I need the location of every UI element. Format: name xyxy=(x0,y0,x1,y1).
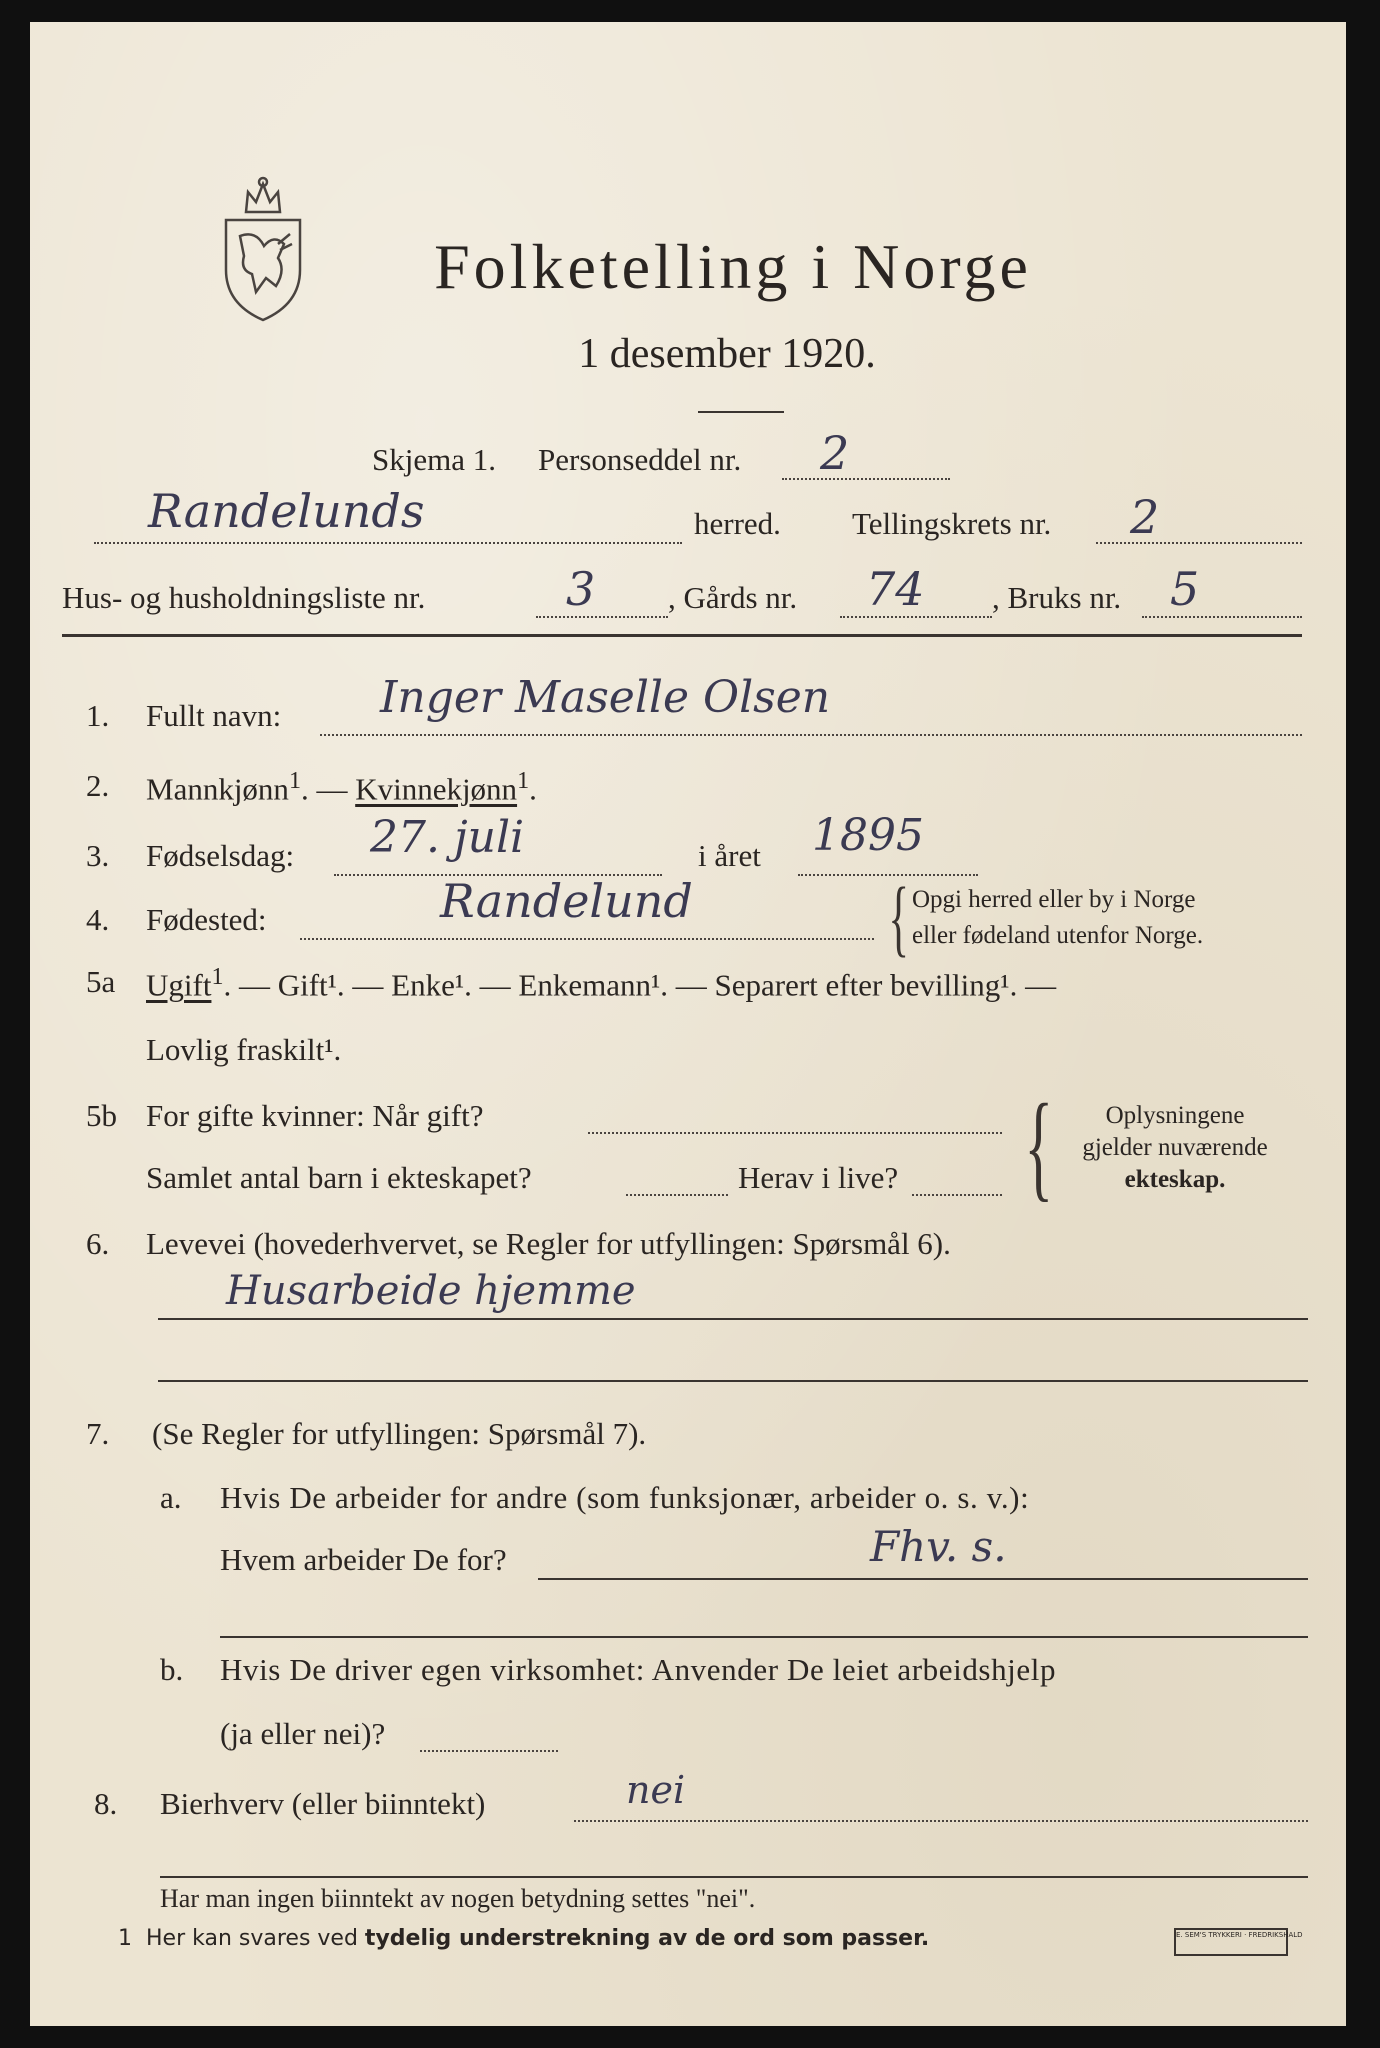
q8-number: 8. xyxy=(94,1786,118,1821)
children-total-label: Samlet antal barn i ekteskapet? xyxy=(146,1160,532,1195)
birthday-value: 27. juli xyxy=(370,812,525,863)
q4-number: 4. xyxy=(86,902,110,937)
husholdningsliste-value: 3 xyxy=(566,562,596,616)
birthplace-brace: { xyxy=(888,869,909,965)
occupation-line-1[interactable] xyxy=(158,1318,1308,1320)
side-income-value: nei xyxy=(626,1768,686,1812)
employer-value: Fhv. s. xyxy=(870,1522,1007,1571)
year-label: i året xyxy=(698,838,761,873)
tellingskrets-label: Tellingskrets nr. xyxy=(852,506,1052,541)
personseddel-field[interactable] xyxy=(782,478,950,480)
q1-number: 1. xyxy=(86,698,110,733)
herred-label: herred. xyxy=(694,506,781,541)
side-income-line-2[interactable] xyxy=(160,1876,1308,1878)
husholdningsliste-label: Hus- og husholdningsliste nr. xyxy=(62,580,426,615)
q1-label: Fullt navn: xyxy=(146,698,282,733)
footnote xyxy=(118,1926,929,1951)
married-when-field[interactable] xyxy=(588,1132,1002,1134)
q7a-letter: a. xyxy=(160,1480,182,1515)
census-date: 1 desember 1920. xyxy=(578,331,876,377)
birthplace-field[interactable] xyxy=(300,938,874,940)
title-rule xyxy=(698,411,784,413)
footnote-text: Her kan svares ved xyxy=(146,1926,365,1951)
employer-label: Hvem arbeider De for? xyxy=(220,1542,507,1577)
bruks-label: , Bruks nr. xyxy=(992,580,1122,615)
marriage-brace: { xyxy=(1024,1079,1054,1212)
occupation-label: Levevei (hovederhvervet, se Regler for utfyllingen: Spørsmål 6). xyxy=(146,1226,951,1261)
bruks-value: 5 xyxy=(1170,562,1200,616)
marriage-note-2: gjelder nuværende xyxy=(1082,1134,1268,1161)
birth-year-value: 1895 xyxy=(812,810,924,861)
gender-male[interactable]: Mannkjønn xyxy=(146,771,289,807)
children-alive-label: Herav i live? xyxy=(738,1160,899,1195)
q7-number: 7. xyxy=(86,1416,110,1451)
occupation-value: Husarbeide hjemme xyxy=(226,1268,636,1314)
marriage-note-3: ekteskap. xyxy=(1124,1166,1226,1193)
employer-field[interactable] xyxy=(538,1578,1308,1580)
q2-number: 2. xyxy=(86,768,110,803)
q7b-letter: b. xyxy=(160,1652,184,1687)
schema-label: Skjema 1. xyxy=(372,442,496,477)
side-income-label: Bierhverv (eller biinntekt) xyxy=(160,1786,486,1821)
full-name-field[interactable] xyxy=(320,734,1302,736)
marriage-note-1: Oplysningene xyxy=(1105,1102,1245,1129)
personseddel-value: 2 xyxy=(820,426,850,480)
footer-note: Har man ingen biinntekt av nogen betydning settes "nei". xyxy=(160,1884,756,1913)
q5b-number: 5b xyxy=(86,1098,117,1133)
footnote-bold: tydelig understrekning av de ord som passer. xyxy=(364,1926,930,1951)
children-alive-field[interactable] xyxy=(912,1194,1002,1196)
q3-label: Fødselsdag: xyxy=(146,838,295,873)
hired-help-label: (ja eller nei)? xyxy=(220,1716,386,1751)
occupation-line-2[interactable] xyxy=(158,1380,1308,1382)
herred-field[interactable] xyxy=(94,542,682,544)
marital-ugift[interactable]: Ugift xyxy=(146,967,212,1003)
header-divider xyxy=(62,634,1302,637)
tellingskrets-value: 2 xyxy=(1130,490,1160,544)
census-form xyxy=(30,22,1346,2026)
marital-fraskilt[interactable]: Lovlig fraskilt¹. xyxy=(146,1032,342,1067)
q7b-question: Hvis De driver egen virksomhet: Anvender De leiet arbeidshjelp xyxy=(220,1652,1057,1687)
gards-field[interactable] xyxy=(840,616,992,618)
q7a-question: Hvis De arbeider for andre (som funksjonær, arbeider o. s. v.): xyxy=(220,1480,1030,1515)
bruks-field[interactable] xyxy=(1142,616,1302,618)
married-when-label: For gifte kvinner: Når gift? xyxy=(146,1098,484,1133)
q4-label: Fødested: xyxy=(146,902,267,937)
full-name-value: Inger Maselle Olsen xyxy=(380,672,831,723)
hired-help-field[interactable] xyxy=(420,1750,558,1752)
birthplace-value: Randelund xyxy=(440,874,693,928)
employer-line-2[interactable] xyxy=(220,1636,1308,1638)
form-title: Folketelling i Norge xyxy=(434,231,1032,302)
tellingskrets-field[interactable] xyxy=(1096,542,1302,544)
q7-label: (Se Regler for utfyllingen: Spørsmål 7). xyxy=(152,1416,647,1451)
birthplace-note-1: Opgi herred eller by i Norge xyxy=(912,886,1196,913)
q3-number: 3. xyxy=(86,838,110,873)
birthplace-note-2: eller fødeland utenfor Norge. xyxy=(912,922,1204,949)
gards-value: 74 xyxy=(866,562,925,616)
q6-number: 6. xyxy=(86,1226,110,1261)
gender-female[interactable]: Kvinnekjønn xyxy=(355,771,518,807)
printer-stamp: E. SEM'S TRYKKERI · FREDRIKSHALD xyxy=(1174,1928,1288,1956)
personseddel-label: Personseddel nr. xyxy=(538,442,742,477)
gards-label: , Gårds nr. xyxy=(668,580,798,615)
husholdningsliste-field[interactable] xyxy=(536,616,668,618)
gender-options: Mannkjønn$^1$. — Kvinnekjønn$^1$. xyxy=(146,768,537,807)
children-total-field[interactable] xyxy=(626,1194,728,1196)
side-income-field[interactable] xyxy=(574,1820,1308,1822)
q5a-number: 5a xyxy=(86,964,116,999)
marital-status-options: Ugift$^1$. — Gift¹. — Enke¹. — Enkemann¹. — Separert efter bevilling¹. — xyxy=(146,964,1057,1003)
footnote-mark: 1 xyxy=(118,1926,132,1951)
herred-value: Randelunds xyxy=(148,484,425,538)
